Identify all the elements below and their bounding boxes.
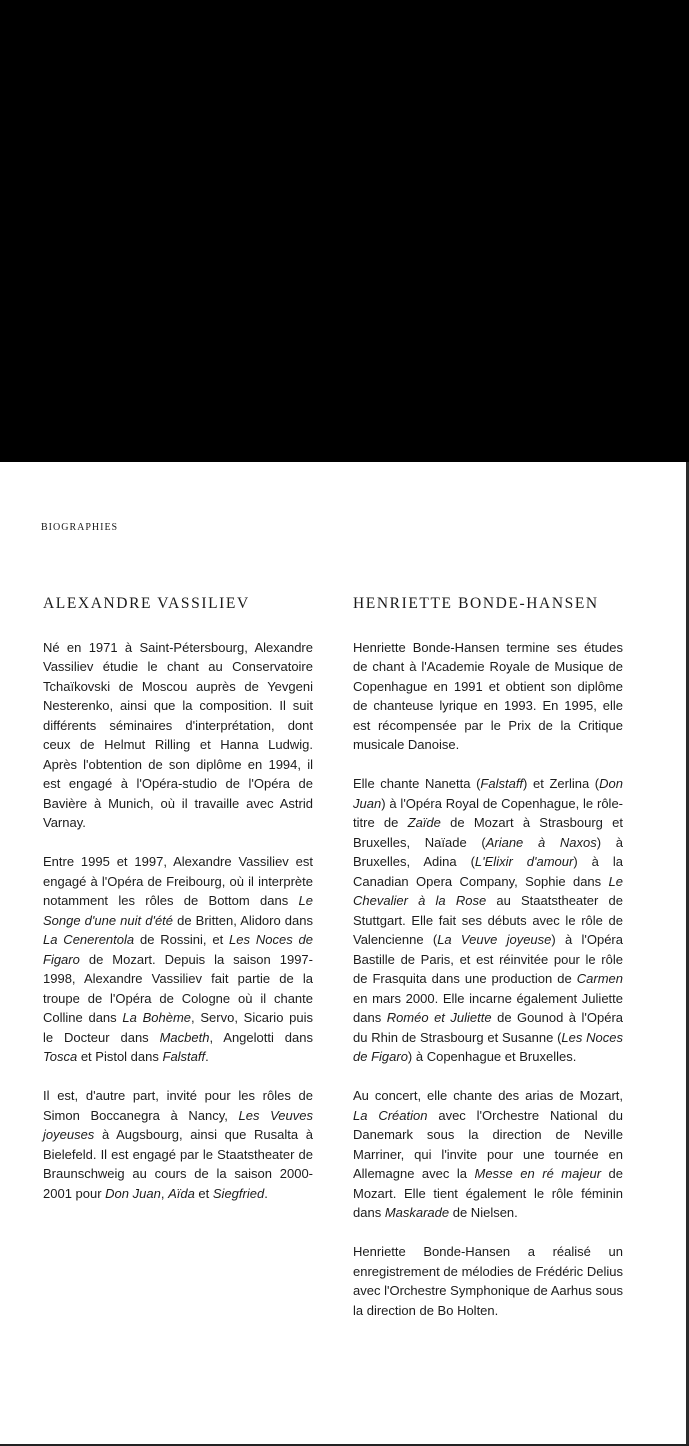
- text-run: de Britten, Alidoro dans: [173, 912, 313, 928]
- italic-title: Carmen: [576, 971, 623, 986]
- italic-title: Siegfried: [212, 1185, 265, 1201]
- text-run: de Mozart. Depuis la saison 1997-1998, Alexandre Vassiliev fait partie de la troupe de l'Opéra de Cologne où il chante Colline dans: [43, 951, 313, 1025]
- italic-title: Falstaff: [480, 776, 524, 791]
- text-run: au Staatstheater de Stuttgart. Elle fait ses débuts avec le rôle de Valencienne (: [353, 893, 623, 947]
- italic-title: Falstaff: [162, 1049, 206, 1064]
- italic-title: Les Noces de Figaro: [43, 932, 313, 967]
- italic-title: Don Juan: [105, 1185, 161, 1201]
- text-run: de Rossini, et: [134, 932, 230, 947]
- text-run: ) à la Canadian Opera Company, Sophie dans: [353, 854, 623, 889]
- text-run: Il est, d'autre part, invité pour les rôles de Simon Boccanegra à Nancy,: [43, 1088, 313, 1123]
- text-run: , Angelotti dans: [209, 1029, 313, 1045]
- text-run: .: [205, 1049, 209, 1064]
- text-run: Entre 1995 et 1997, Alexandre Vassiliev est engagé à l'Opéra de Freibourg, où il interprète notamment les rôles de Bottom dans: [43, 854, 313, 908]
- text-run: Henriette Bonde-Hansen a réalisé un enregistrement de mélodies de Frédéric Delius avec l'Orchestre Symphonique de Aarhus sous la direction de Bo Holten.: [353, 1244, 623, 1318]
- text-run: ) à l'Opéra Royal de Copenhague, le rôle-titre de: [353, 795, 623, 830]
- italic-title: Le Chevalier à la Rose: [353, 873, 623, 908]
- text-run: avec l'Orchestre National du Danemark sous la direction de Neville Marriner, qui l'invite pour une tournée en Allemagne avec la: [353, 1107, 623, 1181]
- italic-title: Messe en ré majeur: [474, 1166, 602, 1181]
- biography-name-vassiliev: ALEXANDRE VASSILIEV: [43, 595, 250, 612]
- paragraph: [353, 774, 623, 1067]
- text-run: Né en 1971 à Saint-Pétersbourg, Alexandre Vassiliev étudie le chant au Conservatoire Tchaïkovski de Moscou auprès de Yevgeni Nesterenko, ainsi que la composition. Il suit différents séminaires d'interprétation, dont ceux de Helmut Rilling et Hanna Ludwig. Après l'obtention de son diplôme en 1994, il est engagé à l'Opéra-studio de l'Opéra de Bavière à Munich, où il travaille avec Astrid Varnay.: [43, 639, 313, 830]
- biography-vassiliev: [43, 594, 313, 1223]
- text-run: de Mozart à Strasbourg et Bruxelles, Naïade (: [353, 815, 623, 850]
- black-top-band: [0, 0, 689, 462]
- biography-name-bonde-hansen: HENRIETTE BONDE-HANSEN: [353, 595, 599, 612]
- text-run: ,: [160, 1185, 169, 1201]
- italic-title: Les Noces de Figaro: [353, 1029, 623, 1064]
- biography-bonde-hansen: [353, 594, 623, 1340]
- italic-title: La Bohème: [122, 1010, 192, 1025]
- italic-title: Roméo et Juliette: [386, 1010, 492, 1025]
- biography-text-vassiliev: [43, 638, 313, 1204]
- text-run: , Servo, Sicario puis le Docteur dans: [43, 1010, 314, 1045]
- text-run: Henriette Bonde-Hansen termine ses études de chant à l'Academie Royale de Musique de Copenhague en 1991 et obtient son diplôme de chanteuse lyrique en 1993. En 1995, elle est récompensée par le Prix de la Critique musicale Danoise.: [353, 639, 623, 752]
- text-run: .: [264, 1185, 268, 1201]
- section-label: BIOGRAPHIES: [41, 522, 119, 533]
- text-run: ) à Copenhague et Bruxelles.: [407, 1049, 577, 1064]
- text-run: Elle chante Nanetta (: [353, 776, 481, 791]
- biography-text-bonde-hansen: [353, 638, 623, 1321]
- italic-title: Tosca: [43, 1049, 78, 1064]
- paragraph: [43, 1086, 313, 1203]
- italic-title: Aïda: [168, 1185, 195, 1201]
- italic-title: Macbeth: [159, 1029, 210, 1045]
- italic-title: L'Elixir d'amour: [474, 854, 574, 869]
- italic-title: Le Songe d'une nuit d'été: [43, 893, 313, 928]
- italic-title: Les Veuves joyeuses: [43, 1107, 313, 1142]
- text-run: ) à Bruxelles, Adina (: [353, 834, 623, 869]
- text-run: ) à l'Opéra Bastille de Paris, et est réinvitée pour le rôle de Frasquita dans une production de: [353, 932, 623, 986]
- text-run: à Augsbourg, ainsi que Rusalta à Bielefeld. Il est engagé par le Staatstheater de Braunschweig au cours de la saison 2000-2001 pour: [43, 1127, 313, 1201]
- italic-title: La Veuve joyeuse: [437, 932, 552, 947]
- text-run: ) et Zerlina (: [523, 776, 600, 791]
- text-run: de Nielsen.: [449, 1205, 518, 1220]
- italic-title: Maskarade: [384, 1205, 450, 1220]
- italic-title: Don Juan: [353, 776, 623, 811]
- text-run: et Pistol dans: [77, 1049, 163, 1064]
- paragraph: [43, 638, 313, 833]
- text-run: en mars 2000. Elle incarne également Juliette dans: [353, 990, 623, 1025]
- text-run: de Mozart. Elle tient également le rôle féminin dans: [353, 1166, 624, 1220]
- text-run: et: [194, 1185, 213, 1201]
- italic-title: La Cenerentola: [43, 932, 135, 947]
- italic-title: La Création: [353, 1107, 428, 1123]
- paragraph: [43, 852, 313, 1067]
- italic-title: Ariane à Naxos: [485, 834, 597, 850]
- text-run: de Gounod à l'Opéra du Rhin de Strasbourg et Susanne (: [353, 1010, 624, 1045]
- paragraph: [353, 1242, 623, 1320]
- italic-title: Zaïde: [407, 815, 441, 830]
- text-run: Au concert, elle chante des arias de Mozart,: [353, 1088, 623, 1103]
- paragraph: [353, 1086, 623, 1223]
- paragraph: [353, 638, 623, 755]
